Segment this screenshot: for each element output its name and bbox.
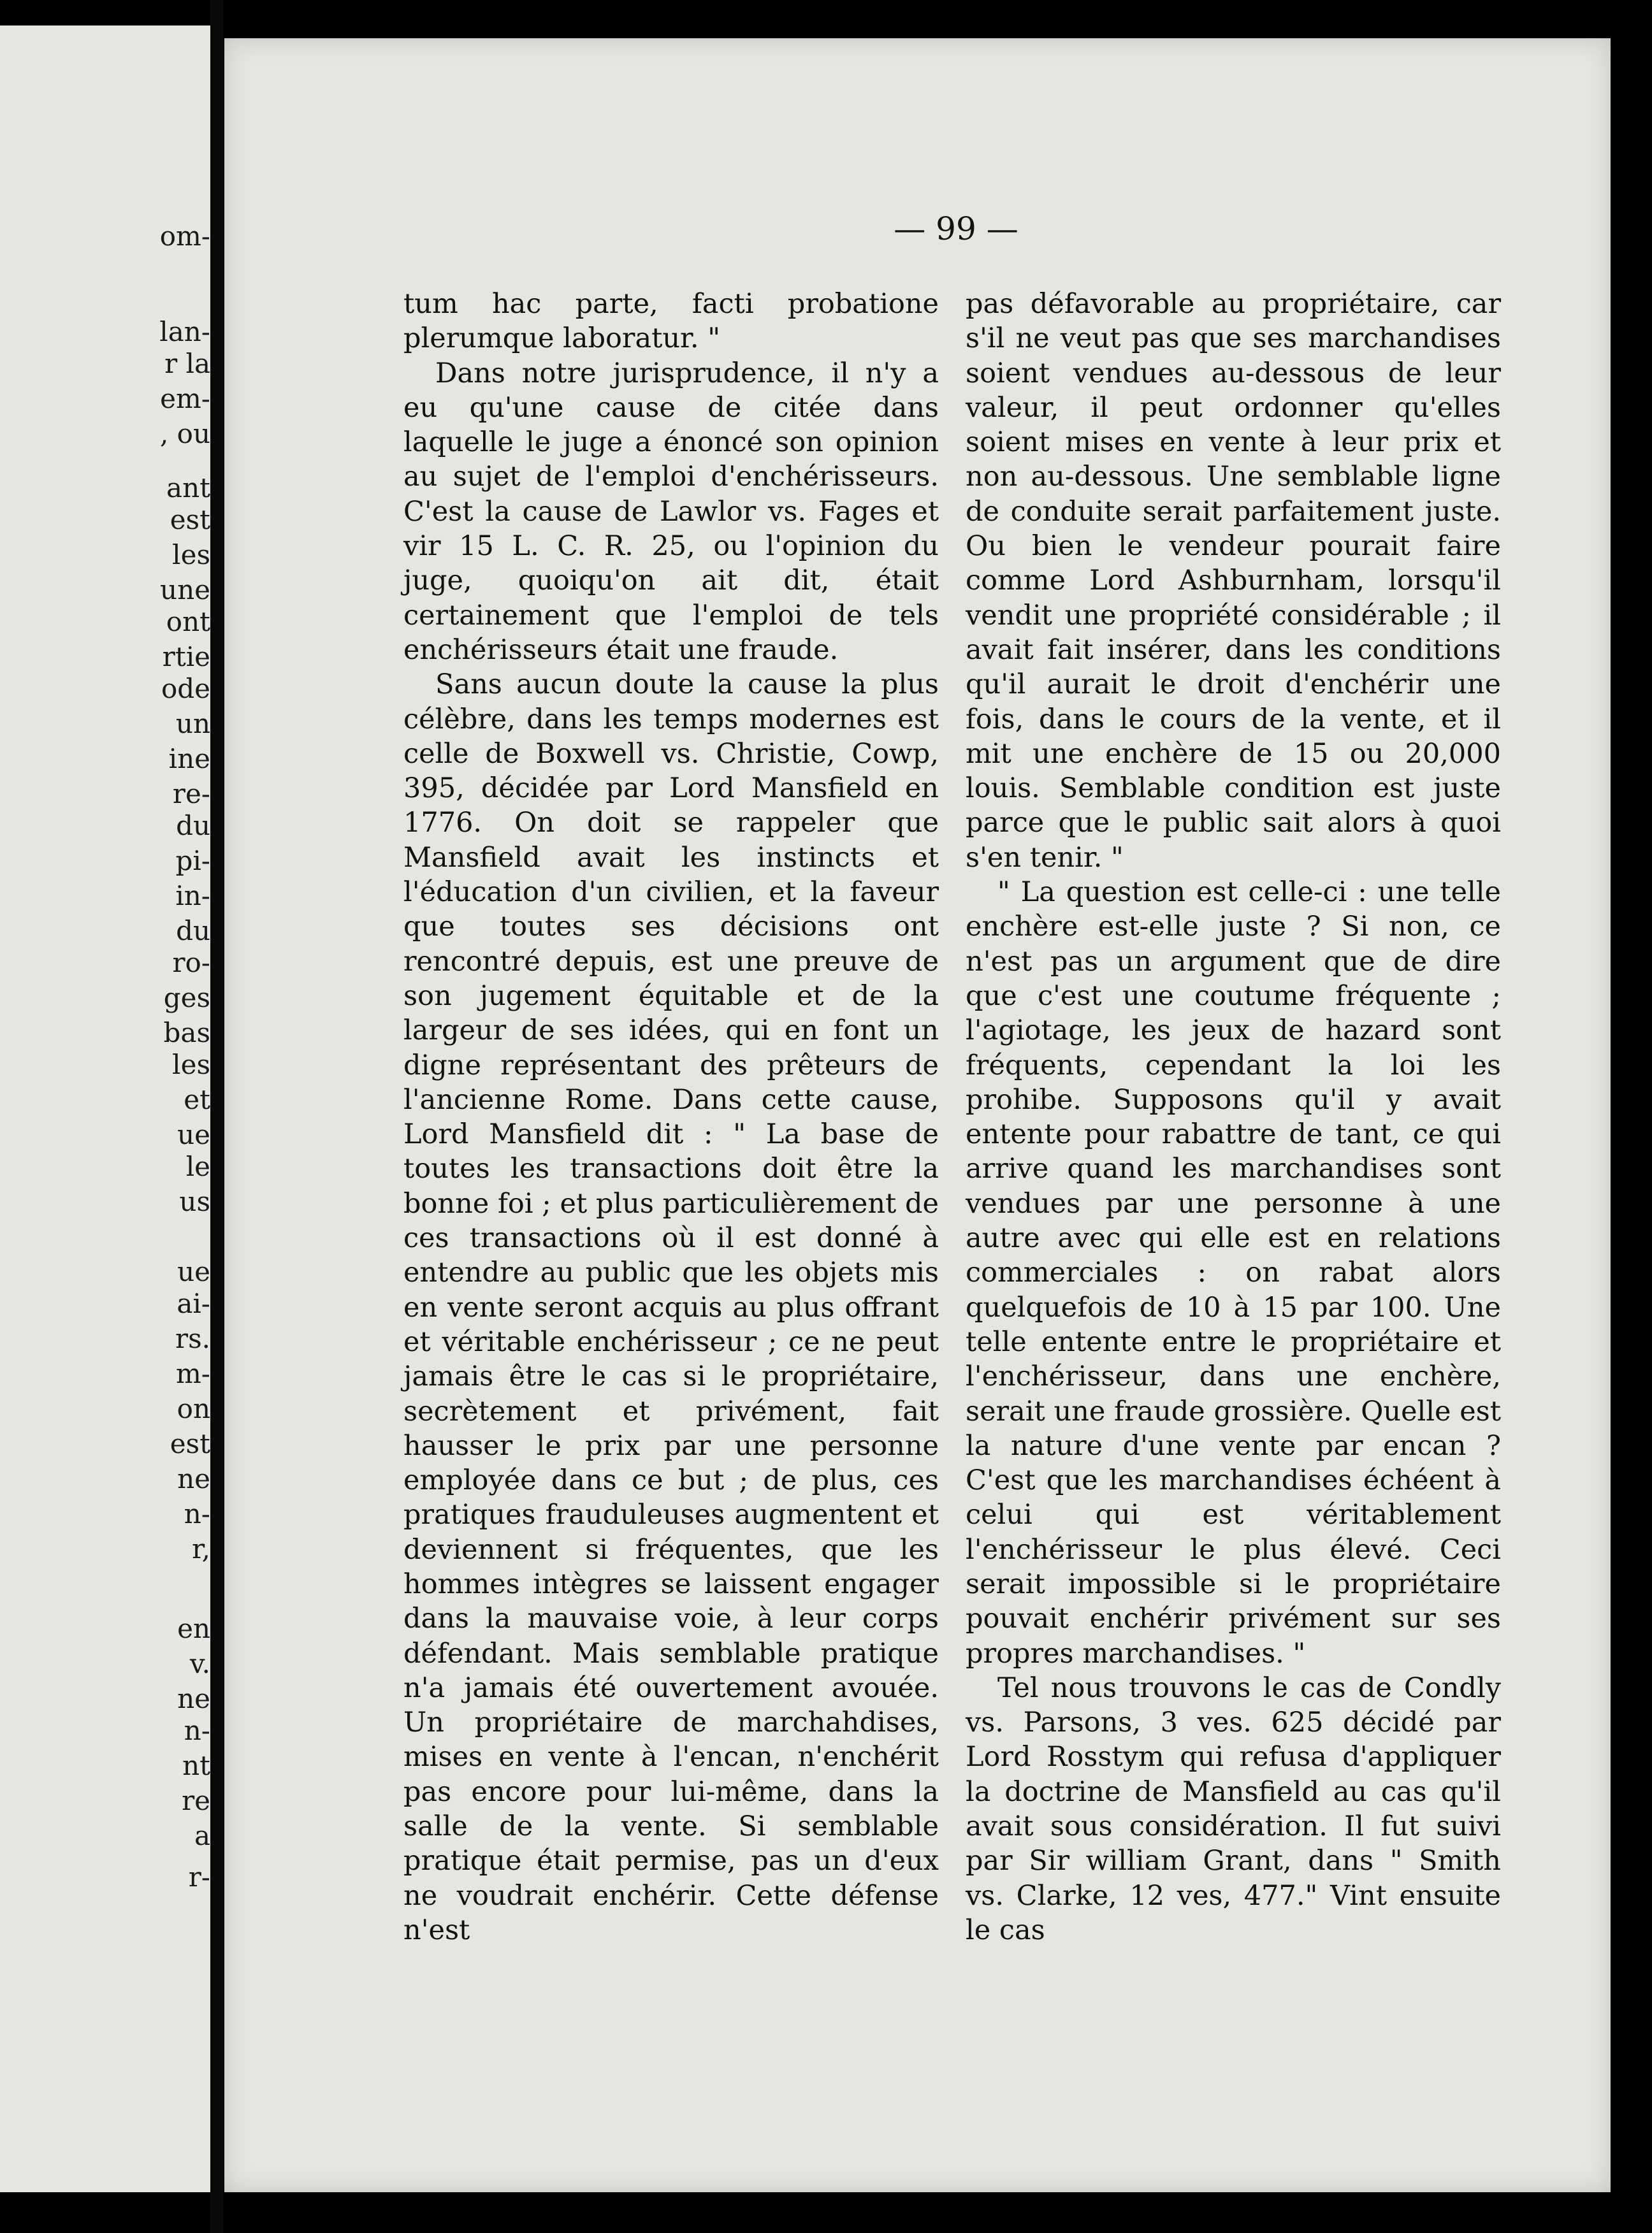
left-page-text-fragment: lan-: [159, 316, 210, 347]
left-page-text-fragment: le: [185, 1151, 210, 1182]
paragraph: tum hac parte, facti probatione plerumque laboratur. ": [403, 288, 939, 355]
left-page-text-fragment: les: [172, 1049, 210, 1080]
left-page-text-fragment: n-: [184, 1715, 210, 1746]
left-page-text-fragment: est: [170, 1428, 210, 1459]
left-page-text-fragment: m-: [175, 1358, 210, 1389]
left-page-text-fragment: r la: [164, 348, 210, 379]
left-page-text-fragment: du: [176, 915, 210, 946]
left-page-text-fragment: ode: [161, 673, 210, 704]
left-page-text-fragment: n-: [184, 1498, 210, 1529]
left-page-text-fragment: r,: [192, 1533, 210, 1565]
left-page-text-fragment: om-: [159, 220, 210, 252]
left-page-fragment: [0, 25, 210, 2192]
left-page-text-fragment: du: [176, 810, 210, 841]
left-page-text-fragment: en: [177, 1613, 210, 1644]
left-page-text-fragment: in-: [175, 880, 210, 911]
paragraph: Tel nous trouvons le cas de Condly vs. Parsons, 3 ves. 625 décidé par Lord Rosstym qui refusa d'appliquer la doctrine de Mansfield au cas qu'il avait sous considération. Il fut suivi par Sir william Grant, dans " Smith vs. Clarke, 12 ves, 477." Vint ensuite le cas: [966, 1672, 1501, 1946]
left-page-text-fragment: rtie: [162, 641, 210, 672]
left-page-text-fragment: nt: [182, 1750, 210, 1781]
left-page-text-fragment: bas: [163, 1017, 210, 1048]
left-page-text-fragment: re-: [172, 778, 210, 809]
left-page-text-fragment: les: [172, 539, 210, 570]
right-column: [966, 287, 1501, 1948]
left-page-text-fragment: et: [184, 1084, 210, 1115]
left-page-text-fragment: ine: [168, 743, 210, 774]
page-number: — 99 —: [894, 210, 1018, 247]
left-page-text-fragment: re: [182, 1785, 210, 1816]
page-gutter: [210, 0, 223, 2233]
left-page-text-fragment: em-: [160, 383, 210, 414]
left-page-text-fragment: ne: [177, 1683, 210, 1714]
paragraph: Dans notre jurisprudence, il n'y a eu qu'une cause de citée dans laquelle le juge a énoncé son opinion au sujet de l'emploi d'enchérisseurs. C'est la cause de Lawlor vs. Fages et vir 15 L. C. R. 25, ou l'opinion du juge, quoiqu'on ait dit, était certainement que l'emploi de tels enchérisseurs était une fraude.: [403, 357, 939, 666]
left-page-text-fragment: ant: [166, 472, 210, 503]
left-page-text-fragment: ue: [177, 1119, 210, 1150]
left-page-text-fragment: v.: [189, 1648, 210, 1679]
left-page-text-fragment: r-: [188, 1861, 210, 1893]
left-page-text-fragment: ges: [163, 982, 210, 1013]
left-page-text-fragment: rs.: [175, 1323, 210, 1354]
left-page-text-fragment: , ou: [159, 418, 210, 449]
left-page-text-fragment: ue: [177, 1256, 210, 1287]
paragraph: Sans aucun doute la cause la plus célèbre, dans les temps modernes est celle de Boxwell vs. Christie, Cowp, 395, décidée par Lord Mansfield en 1776. On doit se rappeler que Mansfield avait les instincts et l'éducation d'un civilien, et la faveur que toutes ses décisions ont rencontré depuis, est une preuve de son jugement équitable et de la largeur de ses idées, qui en font un digne représentant des prêteurs de l'ancienne Rome. Dans cette cause, Lord Mansfield dit : " La base de toutes les transactions doit être la bonne foi ; et plus particulièrement de ces transactions où il est donné à entendre au public que les objets mis en vente seront acquis au plus offrant et véritable enchérisseur ; ce ne peut jamais être le cas si le propriétaire, secrètement et privément, fait hausser le prix par une personne employée dans ce but ; de plus, ces pratiques frauduleuses augmentent et deviennent si fréquentes, que les hommes intègres se laissent engager dans la mauvaise voie, à leur corps défendant. Mais semblable pratique n'a jamais été ouvertement avouée. Un propriétaire de marchahdises, mises en vente à l'encan, n'enchérit pas encore pour lui-même, dans la salle de la vente. Si semblable pratique était permise, pas un d'eux ne voudrait enchérir. Cette défense n'est: [403, 668, 939, 1946]
left-page-text-fragment: a: [194, 1820, 210, 1851]
left-page-text-fragment: on: [177, 1393, 210, 1424]
left-page-text-fragment: une: [160, 574, 210, 605]
left-page-text-fragment: est: [170, 504, 210, 535]
left-page-text-fragment: ai-: [177, 1288, 210, 1319]
left-page-text-fragment: ne: [177, 1463, 210, 1494]
left-page-text-fragment: ro-: [172, 947, 210, 978]
paragraph: pas défavorable au propriétaire, car s'il ne veut pas que ses marchandises soient vendues au-dessous de leur valeur, il peut ordonner qu'elles soient mises en vente à leur prix et non au-dessous. Une semblable ligne de conduite serait parfaitement juste. Ou bien le vendeur pourait faire comme Lord Ashburnham, lorsqu'il vendit une propriété considérable ; il avait fait insérer, dans les conditions qu'il aurait le droit d'enchérir une fois, dans le cours de la vente, et il mit une enchère de 15 ou 20,000 louis. Semblable condition est juste parce que le public sait alors à quoi s'en tenir. ": [966, 288, 1501, 874]
left-page-text-fragment: pi-: [175, 845, 210, 876]
left-column: [403, 287, 939, 1948]
paragraph: " La question est celle-ci : une telle enchère est-elle juste ? Si non, ce n'est pas un argument que de dire que c'est une coutume fréquente ; l'agiotage, les jeux de hazard sont fréquents, cependant la loi les prohibe. Supposons qu'il y avait entente pour rabattre de tant, ce qui arrive quand les marchandises sont vendues par une personne à une autre avec qui elle est en relations commerciales : on rabat alors quelquefois de 10 à 15 par 100. Une telle entente entre le propriétaire et l'enchérisseur, dans une enchère, serait une fraude grossière. Quelle est la nature d'une vente par encan ? C'est que les marchandises échéent à celui qui est véritablement l'enchérisseur le plus élevé. Ceci serait impossible si le propriétaire pouvait enchérir privément sur ses propres marchandises. ": [966, 876, 1501, 1670]
left-page-text-fragment: ont: [166, 606, 210, 637]
left-page-text-fragment: us: [179, 1186, 210, 1217]
left-page-text-fragment: un: [175, 708, 210, 739]
